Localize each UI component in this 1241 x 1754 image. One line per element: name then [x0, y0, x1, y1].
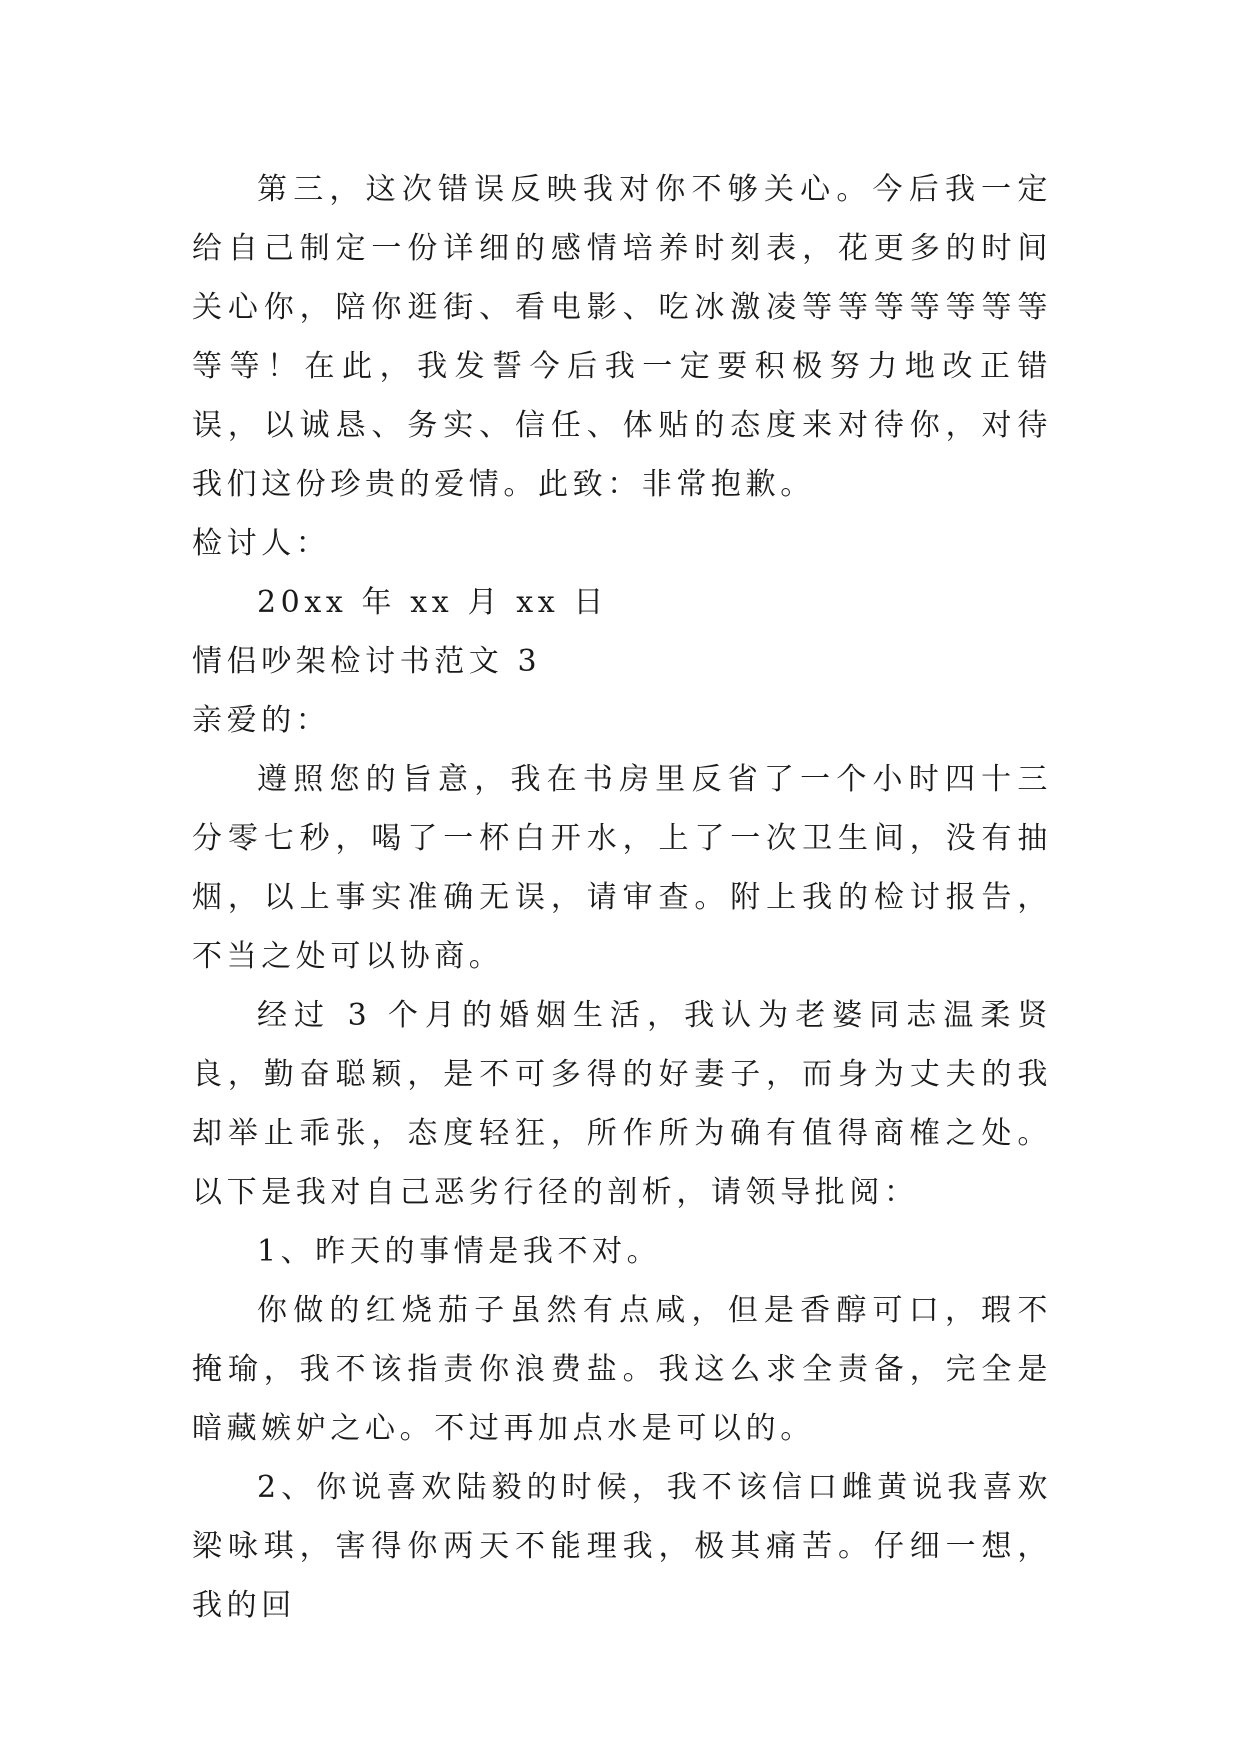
- section-title: 情侣吵架检讨书范文 3: [192, 644, 542, 679]
- list-item-1-heading: 1、昨天的事情是我不对。: [257, 1234, 662, 1269]
- document-page: [192, 160, 1052, 1635]
- paragraph-intro: 遵照您的旨意，我在书房里反省了一个小时四十三分零七秒，喝了一杯白开水，上了一次卫生间，没有抽烟，以上事实准确无误，请审查。附上我的检讨报告，不当之处可以协商。: [192, 762, 1052, 974]
- paragraph-marriage: 经过 3 个月的婚姻生活，我认为老婆同志温柔贤良，勤奋聪颖，是不可多得的好妻子，而身为丈夫的我却举止乖张，态度轻狂，所作所为确有值得商榷之处。以下是我对自己恶劣行径的剖析，请领导批阅：: [192, 998, 1052, 1210]
- salutation: 亲爱的：: [192, 703, 331, 738]
- list-item-2: 2、你说喜欢陆毅的时候，我不该信口雌黄说我喜欢梁咏琪，害得你两天不能理我，极其痛苦。仔细一想，我的回: [192, 1470, 1052, 1623]
- paragraph-third-point: 第三，这次错误反映我对你不够关心。今后我一定给自己制定一份详细的感情培养时刻表，花更多的时间关心你，陪你逛街、看电影、吃冰激凌等等等等等等等等等！在此，我发誓今后我一定要积极努力地改正错误，以诚恳、务实、信任、体贴的态度来对待你，对待我们这份珍贵的爱情。此致：非常抱歉。: [192, 172, 1052, 502]
- signature-label: 检讨人：: [192, 526, 331, 561]
- date-line: 20xx 年 xx 月 xx 日: [257, 585, 608, 620]
- paragraph-eggplant: 你做的红烧茄子虽然有点咸，但是香醇可口，瑕不掩瑜，我不该指责你浪费盐。我这么求全责备，完全是暗藏嫉妒之心。不过再加点水是可以的。: [192, 1293, 1052, 1446]
